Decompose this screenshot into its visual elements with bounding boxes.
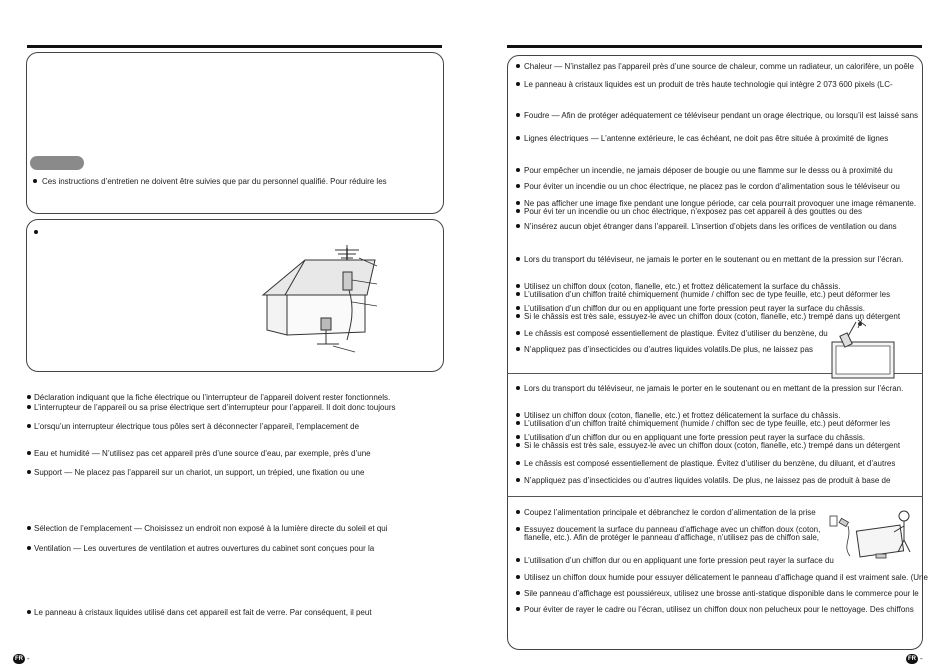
bullet-dot <box>27 546 31 550</box>
bullet-dot <box>516 607 520 611</box>
right-item-continued: flanelle, etc.). Afin de protéger le panneau d’affichage, n’utilisez pas de chiffon sale, <box>524 533 820 542</box>
section-line-2: L’interrupteur de l’appareil ou sa prise électrique sert d’interrupteur pour l’appareil. Il doit donc toujours <box>34 403 396 412</box>
bullet-dot <box>27 610 31 614</box>
bullet-dot <box>516 284 520 288</box>
bullet-dot <box>516 257 520 261</box>
right-item: Pour éviter un incendie ou un choc électrique, ne placez pas le cordon d’alimentation sous le téléviseur ou <box>524 182 900 191</box>
bullet-dot <box>516 224 520 228</box>
right-item: Pour empêcher un incendie, ne jamais déposer de bougie ou une flamme sur le desss ou à proximité du <box>524 166 893 175</box>
bullet-dot <box>516 558 520 562</box>
bullet-dot <box>516 306 520 310</box>
section-line-4: Eau et humidité — N’utilisez pas cet appareil près d’une source d’eau, par exemple, près d’une <box>34 449 371 458</box>
section-line-8: Le panneau à cristaux liquides utilisé dans cet appareil est fait de verre. Par conséquent, il peut <box>34 608 372 617</box>
right-item: L’utilisation d’un chiffon traité chimiquement (humide / chiffon sec de type feuille, etc.) peut déformer les <box>524 419 891 428</box>
bullet-dot <box>516 136 520 140</box>
section-line-7: Ventilation — Les ouvertures de ventilation et autres ouvertures du cabinet sont conçues pour la <box>34 544 375 553</box>
bullet-dot <box>516 443 520 447</box>
right-divider <box>507 496 923 497</box>
bullet-dot <box>516 575 520 579</box>
antenna-grounding-illustration <box>255 240 385 355</box>
bullet-dot <box>27 395 31 399</box>
bullet-dot <box>516 386 520 390</box>
bullet-dot <box>27 526 31 530</box>
right-item: Lors du transport du téléviseur, ne jamais le porter en le soutenant ou en mettant de la pression sur l’écran. <box>524 255 904 264</box>
section-line-1: Déclaration indiquant que la fiche électrique ou l’interrupteur de l’appareil doivent rester fonctionnels. <box>34 393 391 402</box>
bullet-dot <box>516 510 520 514</box>
right-item: Chaleur — N’installez pas l’appareil près d’une source de chaleur, comme un radiateur, un calorifère, un poêle <box>524 62 914 71</box>
right-item: L’utilisation d’un chiffon traité chimiquement (humide / chiffon sec de type feuille, etc.) peut déformer les <box>524 290 891 299</box>
right-item: N’insérez aucun objet étranger dans l’appareil. L’insertion d’objets dans les orifices de ventilation ou dans <box>524 222 897 231</box>
section-badge <box>30 156 84 170</box>
right-item: L’utilisation d’un chiffon dur ou en appliquant une forte pression peut rayer la surface du châssis. <box>524 304 865 313</box>
right-item: Coupez l’alimentation principale et débranchez le cordon d’alimentation de la prise <box>524 508 816 517</box>
right-item: L’utilisation d’un chiffon dur ou en appliquant une forte pression peut rayer la surface du châssis. <box>524 433 865 442</box>
servicing-text: Ces instructions d’entretien ne doivent être suivies que par du personnel qualifié. Pour réduire les <box>42 177 387 186</box>
bullet-dot <box>516 527 520 531</box>
unplug-cleaning-illustration <box>828 508 914 564</box>
right-item: L’utilisation d’un chiffon dur ou en appliquant une forte pression peut rayer la surface du <box>524 556 834 565</box>
right-item: Le châssis est composé essentiellement de plastique. Évitez d’utiliser du benzène, du diluant, et d’autres <box>524 459 896 468</box>
right-item: Pour évi ter un incendie ou un choc électrique, n’exposez pas cet appareil à des gouttes ou des <box>524 207 862 216</box>
right-item: Sile panneau d’affichage est poussiéreux, utilisez une brosse anti-statique disponible dans le commerce pour le <box>524 589 919 598</box>
bullet-dot <box>34 230 38 234</box>
right-header-rule <box>507 45 922 48</box>
section-line-5: Support — Ne placez pas l’appareil sur un chariot, un support, un trépied, une fixation ou une <box>34 468 365 477</box>
bullet-dot <box>516 591 520 595</box>
bullet-dot <box>516 209 520 213</box>
right-item: N’appliquez pas d’insecticides ou d’autres liquides volatils. De plus, ne laissez pas de produit à base de <box>524 476 891 485</box>
bullet-dot <box>516 413 520 417</box>
bullet-dot <box>516 113 520 117</box>
section-line-3: L’orsqu’un interrupteur électrique tous pôles sert à déconnecter l’appareil, l’emplacement de <box>34 422 360 431</box>
bullet-dot <box>516 331 520 335</box>
right-item: Utilisez un chiffon doux (coton, flanelle, etc.) et frottez délicatement la surface du châssis. <box>524 282 841 291</box>
right-item: Pour éviter de rayer le cadre ou l’écran, utilisez un chiffon doux non pelucheux pour le nettoyage. Des chiffons <box>524 605 914 614</box>
tv-insecticide-illustration <box>828 318 898 380</box>
bullet-dot <box>516 461 520 465</box>
bullet-dot <box>516 184 520 188</box>
bullet-dot <box>516 168 520 172</box>
right-item: Lignes électriques — L’antenne extérieure, le cas échéant, ne doit pas être située à proximité de lignes <box>524 134 889 143</box>
right-item: Si le châssis est très sale, essuyez-le avec un chiffon doux (coton, flanelle, etc.) trempé dans un détergent <box>524 441 901 450</box>
lang-badge: FR <box>908 656 916 662</box>
bullet-dot <box>516 292 520 296</box>
bullet-dot <box>516 478 520 482</box>
section-line-6: Sélection de l’emplacement — Choisissez un endroit non exposé à la lumière directe du soleil et qui <box>34 524 388 533</box>
right-item: Ne pas afficher une image fixe pendant une longue période, car cela pourrait provoquer une image rémanente. <box>524 199 917 208</box>
bullet-dot <box>516 435 520 439</box>
bullet-dot <box>516 421 520 425</box>
right-item: Le panneau à cristaux liquides est un produit de très haute technologie qui intègre 2 073 600 pixels (LC- <box>524 80 893 89</box>
servicing-box <box>26 52 444 214</box>
left-header-rule <box>27 45 442 48</box>
right-item: N’appliquez pas d’insecticides ou d’autres liquides volatils.De plus, ne laissez pas <box>524 345 814 354</box>
right-item: Utilisez un chiffon doux humide pour essuyer délicatement le panneau d’affichage quand il est vraiment sale. (Une <box>524 573 928 582</box>
right-page-number <box>906 654 923 664</box>
right-item: Utilisez un chiffon doux (coton, flanelle, etc.) et frottez délicatement la surface du châssis. <box>524 411 841 420</box>
bullet-dot <box>27 451 31 455</box>
lang-badge: FR <box>15 656 23 662</box>
page-dash: - <box>920 654 923 663</box>
right-item: Le châssis est composé essentiellement de plastique. Évitez d’utiliser du benzène, du <box>524 329 828 338</box>
bullet-dot <box>516 201 520 205</box>
bullet-dot <box>27 470 31 474</box>
right-item: Si le châssis est très sale, essuyez-le avec un chiffon doux (coton, flanelle, etc.) trempé dans un détergent <box>524 312 901 321</box>
left-page-number <box>13 654 30 664</box>
bullet-dot <box>516 347 520 351</box>
page-dash: - <box>27 654 30 663</box>
right-item: Essuyez doucement la surface du panneau d’affichage avec un chiffon doux (coton, <box>524 525 821 534</box>
bullet-dot <box>33 179 37 183</box>
bullet-dot <box>516 64 520 68</box>
bullet-dot <box>516 82 520 86</box>
right-item: Foudre — Afin de protéger adéquatement ce téléviseur pendant un orage électrique, ou lorsqu’il est laissé sans <box>524 111 919 120</box>
bullet-dot <box>516 314 520 318</box>
bullet-dot <box>27 405 31 409</box>
right-item: Lors du transport du téléviseur, ne jamais le porter en le soutenant ou en mettant de la pression sur l’écran. <box>524 384 904 393</box>
bullet-dot <box>27 424 31 428</box>
